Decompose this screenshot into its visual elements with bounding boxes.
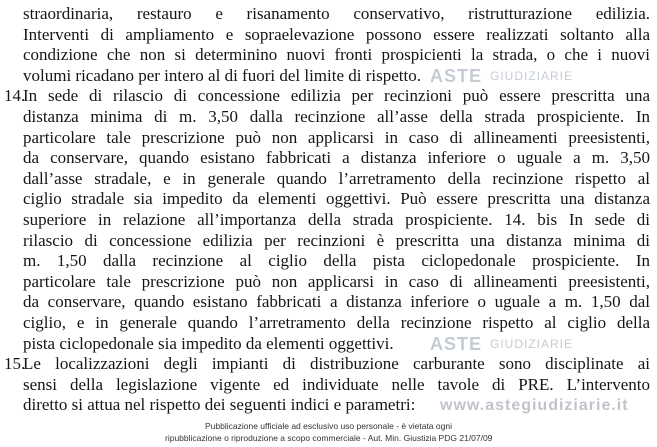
text-line: da conservare, quando esistano fabbricati a distanza inferiore o uguale a m. 1,50 dal: [23, 292, 650, 312]
text-line: In sede di rilascio di concessione edilizia per recinzioni può essere prescritta una: [23, 86, 650, 106]
watermark-url: www.astegiudiziarie.it: [440, 397, 629, 414]
text-line: Interventi di ampliamento e sopraelevazione possono essere realizzati soltanto alla: [23, 24, 650, 44]
text-line: m. 1,50 dalla recinzione al ciglio della pista ciclopedonale prospiciente. In: [23, 251, 650, 271]
document-body: [0, 4, 657, 416]
text-line: volumi ricadano per intero al di fuori del limite di rispetto.: [23, 65, 421, 85]
text-line: rilascio di concessione edilizia per recinzioni è prescritta una distanza minima di: [23, 230, 650, 250]
text-line: particolare tale prescrizione può non applicarsi in caso di allineamenti preesistenti,: [23, 127, 650, 147]
text-line: pista ciclopedonale sia impedito da elementi oggettivi.: [23, 333, 394, 353]
text-line: particolare tale prescrizione può non applicarsi in caso di allineamenti preesistenti,: [23, 271, 650, 291]
text-line: dall’asse stradale, e in generale quando l’arretramento della recinzione rispetto al: [23, 168, 650, 188]
watermark-logo-giudiziarie: GIUDIZIARIE: [490, 337, 574, 351]
item-number-15: 15.: [4, 354, 26, 374]
watermark-logo-aste: ASTE: [430, 66, 483, 86]
text-line: sensi della legislazione vigente ed individuate nelle tavole di PRE. L’intervento: [23, 374, 650, 394]
watermark-notice-line2: ripubblicazione o riproduzione a scopo commerciale - Aut. Min. Giustizia PDG 21/07/09: [165, 433, 493, 443]
text-line: ciglio stradale sia impedito da elementi oggettivi. Può essere prescritta una distanza: [23, 189, 650, 209]
text-line: ciglio, e in generale quando l’arretramento della recinzione rispetto al ciglio della: [23, 312, 650, 332]
text-line: diretto si attua nel rispetto dei seguenti indici e parametri:: [23, 395, 416, 415]
watermark-notice-line1: Pubblicazione ufficiale ad esclusivo uso personale - è vietata ogni: [205, 421, 452, 431]
text-line: Le localizzazioni degli impianti di distribuzione carburante sono disciplinate ai: [23, 354, 650, 374]
text-line: condizione che non si determinino nuovi fronti prospicienti la strada, o che i nuovi: [23, 45, 650, 65]
watermark-logo-giudiziarie: GIUDIZIARIE: [490, 69, 574, 83]
text-line: straordinaria, restauro e risanamento conservativo, ristrutturazione edilizia.: [23, 4, 650, 23]
text-line: distanza minima di m. 3,50 dalla recinzione all’asse della strada prospiciente. In: [23, 106, 650, 126]
item-number-14: 14.: [4, 86, 26, 106]
text-line: superiore in relazione all’importanza della strada prospiciente. 14. bis In sede di: [23, 209, 650, 229]
text-line: da conservare, quando esistano fabbricati a distanza inferiore o uguale a m. 3,50: [23, 148, 650, 168]
watermark-logo-aste: ASTE: [430, 334, 483, 354]
